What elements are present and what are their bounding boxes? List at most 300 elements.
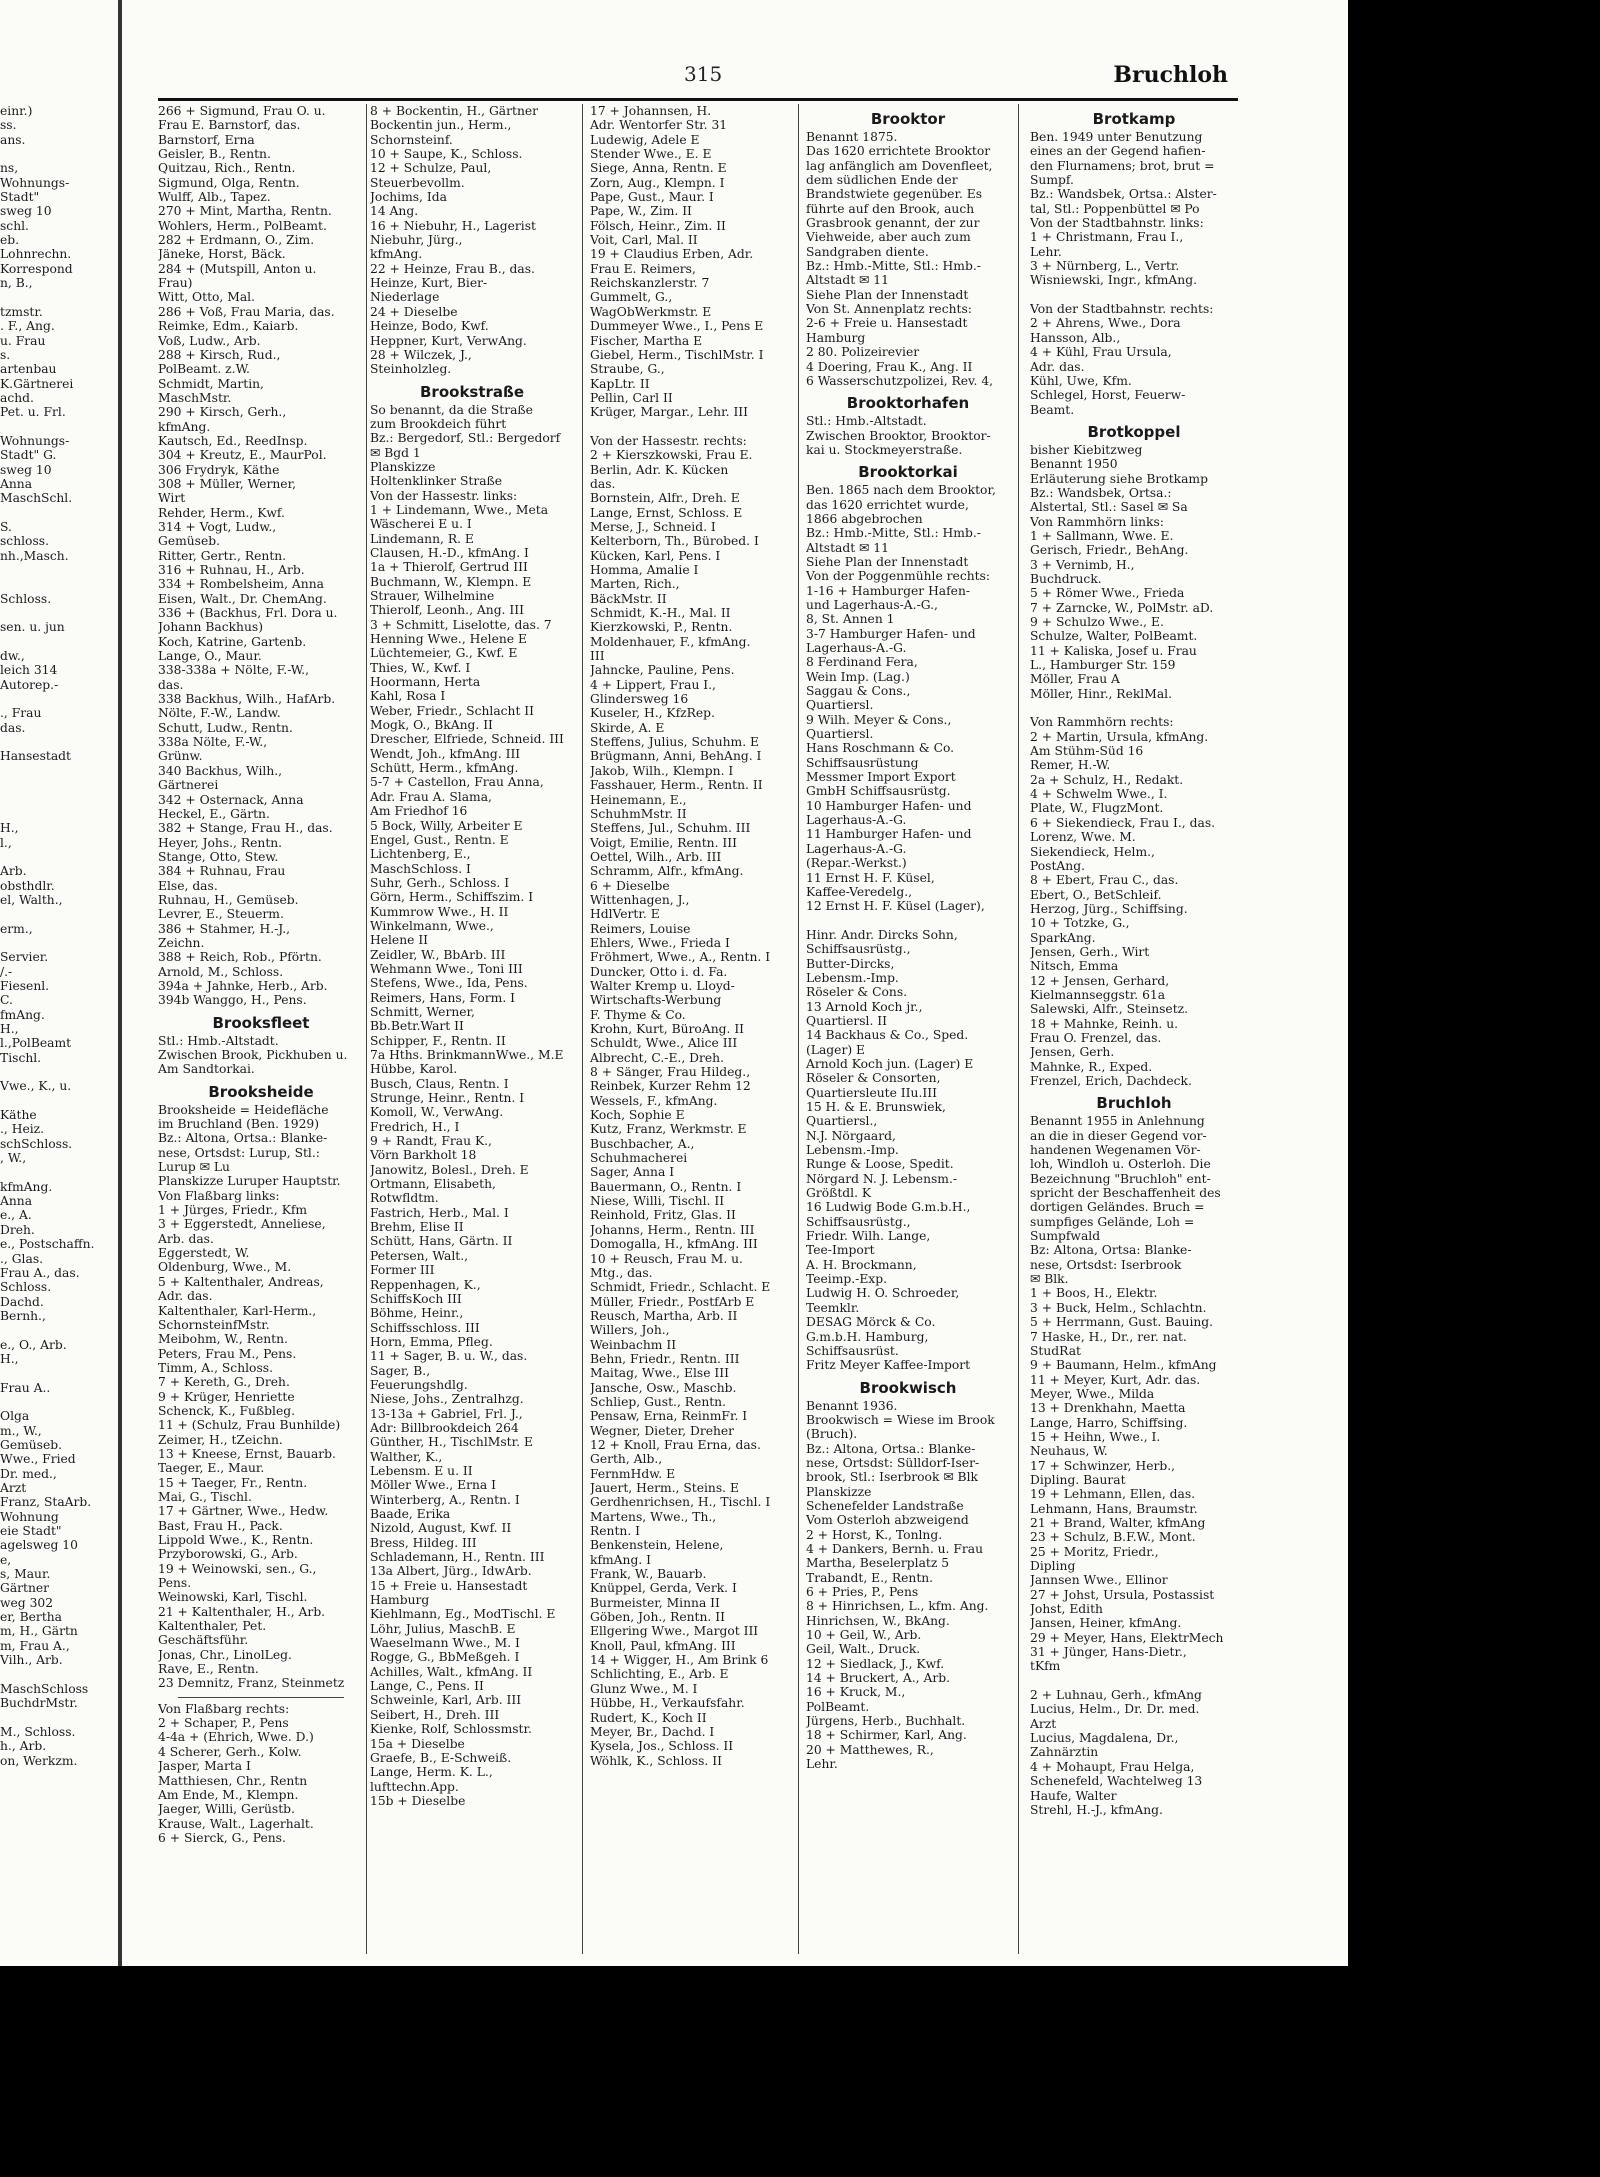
directory-entry: Benannt 1936. (806, 1398, 898, 1413)
directory-entry: Bz.: Wandsbek, Ortsa.: (1030, 485, 1172, 500)
directory-entry: Bezeichnung "Bruchloh" ent- (1030, 1171, 1211, 1186)
directory-entry: SchiffsKoch III (370, 1291, 462, 1306)
directory-entry: Quartiersl. II (806, 1013, 888, 1028)
directory-entry: Thierolf, Leonh., Ang. III (370, 603, 524, 618)
directory-entry: nese, Ortsdst: Lurup, Stl.: (158, 1145, 320, 1160)
directory-entry: Haufe, Walter (1030, 1788, 1117, 1803)
directory-entry: Strehl, H.-J., kfmAng. (1030, 1802, 1163, 1817)
street-heading: Brooktorkai (858, 463, 958, 482)
directory-entry: Salewski, Alfr., Steinsetz. (1030, 1002, 1189, 1017)
directory-entry: Grünw. (158, 749, 203, 764)
directory-entry: 2-6 + Freie u. Hansestadt (806, 316, 968, 331)
directory-entry: Frau A., das. (0, 1265, 80, 1280)
directory-entry: Dachd. (0, 1294, 44, 1309)
directory-entry: Jürgens, Herb., Buchhalt. (806, 1714, 966, 1729)
directory-entry: 10 + Saupe, K., Schloss. (370, 147, 523, 162)
directory-entry (0, 692, 112, 706)
directory-entry: 13-13a + Gabriel, Frl. J., (370, 1406, 523, 1421)
directory-entry: achd. (0, 390, 34, 405)
directory-entry: ns, (0, 161, 19, 176)
directory-entry: 308 + Müller, Werner, (158, 476, 297, 491)
directory-entry: Jäneke, Horst, Bäck. (158, 247, 286, 262)
directory-entry: 1 + Christmann, Frau I., (1030, 230, 1184, 245)
directory-entry: Johann Backhus) (158, 620, 263, 635)
column-divider (1018, 104, 1019, 1954)
directory-entry: Walter Kremp u. Lloyd- (590, 978, 735, 993)
directory-entry: Heyer, Johs., Rentn. (158, 835, 283, 850)
directory-entry: Merse, J., Schneid. I (590, 519, 716, 534)
street-heading: Brooktorhafen (846, 394, 970, 413)
directory-entry: Olga (0, 1409, 30, 1424)
directory-entry: 19 + Weinowski, sen., G., (158, 1561, 317, 1576)
directory-entry: 18 + Schirmer, Karl, Ang. (806, 1728, 967, 1743)
directory-entry: Reusch, Martha, Arb. II (590, 1308, 738, 1323)
directory-entry: Korrespond (0, 261, 73, 276)
directory-entry: (Lager) E (806, 1042, 866, 1057)
directory-entry: Rehder, Herm., Kwf. (158, 505, 285, 520)
directory-entry: Lange, O., Maur. (158, 649, 262, 664)
directory-entry: III (590, 649, 605, 664)
directory-entry: Bz: Altona, Ortsa: Blanke- (1030, 1243, 1192, 1258)
directory-entry: l., (0, 835, 12, 850)
directory-entry: Koch, Sophie E (590, 1108, 685, 1123)
directory-entry: Wwe., Fried (0, 1452, 76, 1467)
column-divider (366, 104, 367, 1954)
directory-entry: Ben. 1865 nach dem Brooktor, (806, 483, 996, 498)
directory-entry: SchornsteinfMstr. (158, 1317, 270, 1332)
directory-entry: Schmidt, Martin, (158, 376, 264, 391)
directory-entry: 5 + Römer Wwe., Frieda (1030, 586, 1185, 601)
directory-entry: Bz.: Altona, Ortsa.: Blanke- (158, 1131, 328, 1146)
directory-entry: Drescher, Elfriede, Schneid. III (370, 732, 564, 747)
directory-entry: Kiehlmann, Eg., ModTischl. E (370, 1607, 556, 1622)
directory-entry: Bz.: Hmb.-Mitte, Stl.: Hmb.- (806, 259, 981, 274)
directory-entry (1030, 1674, 1238, 1688)
directory-entry: Graefe, B., E-Schweiß. (370, 1750, 512, 1765)
directory-entry: Burmeister, Minna II (590, 1595, 720, 1610)
directory-entry: Wein Imp. (Lag.) (806, 669, 910, 684)
directory-entry: Am Friedhof 16 (370, 804, 468, 819)
directory-entry: MaschSchloss. I (370, 861, 471, 876)
directory-entry: brook, Stl.: Iserbrook ✉ Blk (806, 1470, 978, 1485)
directory-entry: den Flurnamens; brot, brut = (1030, 158, 1215, 173)
directory-entry: Arb. (0, 864, 27, 879)
directory-entry: Lohnrechn. (0, 247, 72, 262)
street-heading: Brookstraße (420, 382, 524, 401)
directory-entry: Koch, Katrine, Gartenb. (158, 634, 307, 649)
directory-entry: Lagerhaus-A.-G. (806, 641, 907, 655)
directory-entry: Lagerhaus-A.-G. (806, 813, 907, 828)
directory-entry: Krause, Walt., Lagerhalt. (158, 1816, 314, 1831)
directory-entry: Jonas, Chr., LinolLeg. (158, 1647, 292, 1662)
directory-entry: Kysela, Jos., Schloss. II (590, 1739, 734, 1754)
directory-entry: Görn, Herm., Schiffszim. I (370, 890, 534, 905)
directory-entry: BäckMstr. II (590, 591, 667, 606)
directory-entry: das. (158, 677, 184, 692)
directory-entry (1030, 701, 1238, 715)
directory-entry: Adr. Wentorfer Str. 31 (590, 118, 728, 133)
directory-entry: im Bruchland (Ben. 1929) (158, 1117, 320, 1132)
directory-entry: Dr. med., (0, 1466, 57, 1481)
directory-entry: Thies, W., Kwf. I (370, 660, 471, 675)
directory-entry: 394b Wanggo, H., Pens. (158, 993, 307, 1008)
directory-entry: Lichtenberg, E., (370, 847, 471, 862)
directory-entry: Pellin, Carl II (590, 390, 673, 405)
street-heading: Bruchloh (1096, 1094, 1172, 1113)
directory-entry: 16 Ludwig Bode G.m.b.H., (806, 1200, 971, 1215)
directory-entry: Bb.Betr.Wart II (370, 1019, 464, 1034)
directory-entry: Erläuterung siehe Brotkamp (1030, 471, 1208, 486)
directory-entry: Von Rammhörn rechts: (1030, 715, 1174, 730)
directory-entry: Tischl. (0, 1050, 42, 1065)
directory-entry: Stender Wwe., E. E (590, 147, 712, 162)
directory-entry: on, Werkzm. (0, 1753, 78, 1768)
directory-entry: Voß, Ludw., Arb. (158, 333, 261, 348)
directory-entry: Lange, C., Pens. II (370, 1679, 484, 1694)
directory-entry (0, 290, 112, 304)
directory-entry: Von Flaßbarg links: (158, 1188, 280, 1203)
directory-entry (0, 635, 112, 649)
directory-entry: dem südlichen Ende der (806, 173, 958, 188)
directory-entry: Ebert, O., BetSchleif. (1030, 887, 1162, 902)
directory-entry (0, 1366, 112, 1380)
directory-entry: ✉ Bgd 1 (370, 445, 421, 460)
directory-entry: Holtenklinker Straße (370, 474, 503, 489)
directory-entry: sen. u. jun (0, 620, 65, 635)
directory-entry: 11 + Meyer, Kurt, Adr. das. (1030, 1372, 1201, 1387)
directory-entry: 15b + Dieselbe (370, 1793, 466, 1808)
directory-entry: Möller, Hinr., ReklMal. (1030, 686, 1172, 701)
directory-entry: Martha, Beselerplatz 5 (806, 1556, 950, 1571)
directory-entry: Glunz Wwe., M. I (590, 1681, 698, 1696)
directory-entry: 338 Backhus, Wilh., HafArb. (158, 692, 336, 707)
directory-entry: n, B., (0, 276, 33, 291)
directory-entry: Lurup ✉ Lu (158, 1160, 230, 1175)
directory-entry: Teeimp.-Exp. (806, 1272, 888, 1287)
directory-entry: e., O., Arb. (0, 1337, 67, 1352)
directory-entry: 21 + Kaltenthaler, H., Arb. (158, 1604, 326, 1619)
directory-entry: Schiffsausrüstung (806, 755, 919, 770)
directory-entry: Grasbrook genannt, der zur (806, 216, 980, 231)
directory-entry (0, 764, 112, 778)
directory-entry: kfmAng. (370, 247, 423, 262)
directory-entry: Frau A.. (0, 1380, 51, 1395)
directory-entry: Eisen, Walt., Dr. ChemAng. (158, 591, 327, 606)
directory-entry: 19 + Claudius Erben, Adr. (590, 247, 754, 262)
directory-entry: F. Thyme & Co. (590, 1007, 686, 1022)
directory-entry: Gärtner (0, 1581, 50, 1596)
directory-entry: Remer, H.-W. (1030, 758, 1111, 773)
directory-entry: tKfm (1030, 1659, 1061, 1674)
directory-entry: kfmAng. (0, 1179, 53, 1194)
directory-entry: Lucius, Magdalena, Dr., (1030, 1731, 1179, 1746)
directory-entry: schSchloss. (0, 1136, 73, 1151)
directory-entry: Wehmann Wwe., Toni III (370, 961, 523, 976)
directory-entry: Homma, Amalie I (590, 563, 699, 577)
directory-entry: einr.) (0, 104, 33, 118)
directory-entry: agelsweg 10 (0, 1538, 78, 1553)
directory-entry: Trabandt, E., Rentn. (806, 1570, 934, 1585)
directory-entry: h., Arb. (0, 1739, 47, 1754)
directory-entry: Frank, W., Bauarb. (590, 1567, 707, 1582)
directory-entry: , W., (0, 1151, 27, 1166)
directory-entry: Sager, Anna I (590, 1165, 675, 1180)
directory-entry: 13 + Drenkhahn, Maetta (1030, 1401, 1186, 1416)
directory-entry: 338-338a + Nölte, F.-W., (158, 663, 309, 678)
directory-entry: Straube, G., (590, 362, 665, 377)
directory-entry: nese, Ortsdst: Iserbrook (1030, 1257, 1182, 1272)
directory-entry: Schliep, Gust., Rentn. (590, 1394, 727, 1409)
directory-entry: Siege, Anna, Rentn. E (590, 161, 727, 176)
directory-entry: 2 + Horst, K., Tonlng. (806, 1527, 943, 1542)
directory-entry: 15 + Taeger, Fr., Rentn. (158, 1475, 308, 1490)
street-heading: Brotkoppel (1087, 422, 1181, 441)
directory-entry: Beamt. (1030, 402, 1075, 417)
directory-entry: 24 + Dieselbe (370, 304, 458, 319)
directory-entry: Voit, Carl, Mal. II (590, 233, 698, 248)
directory-entry: Tee-Import (806, 1243, 875, 1258)
directory-entry: 340 Backhus, Wilh., (158, 763, 283, 778)
directory-entry: Von Rammhörn links: (1030, 514, 1164, 529)
directory-entry: 286 + Voß, Frau Maria, das. (158, 304, 335, 319)
directory-entry: Matthiesen, Chr., Rentn (158, 1773, 308, 1788)
directory-entry: Dreh. (0, 1222, 35, 1237)
directory-entry: Henning Wwe., Helene E (370, 632, 527, 647)
directory-entry: tzmstr. (0, 304, 43, 319)
directory-entry: C. (0, 993, 13, 1008)
directory-entry: Mai, G., Tischl. (158, 1489, 252, 1504)
directory-entry: Wäscherei E u. I (370, 517, 472, 532)
directory-entry: Suhr, Gerh., Schloss. I (370, 875, 510, 890)
directory-entry: Fischer, Martha E (590, 333, 703, 348)
directory-entry: 6 + Dieselbe (590, 878, 670, 893)
directory-entry: handenen Wegenamen Vör- (1030, 1143, 1201, 1158)
directory-entry: Horn, Emma, Pfleg. (370, 1334, 493, 1349)
directory-entry: 13 + Kneese, Ernst, Bauarb. (158, 1446, 336, 1461)
directory-entry: 9 + Schulzo Wwe., E. (1030, 615, 1164, 629)
directory-entry (0, 563, 112, 577)
directory-entry: 10 + Geil, W., Arb. (806, 1628, 922, 1643)
directory-entry: Wohnung (0, 1509, 59, 1524)
directory-entry: Plate, W., FlugzMont. (1030, 801, 1164, 816)
directory-entry: leich 314 (0, 663, 58, 678)
directory-entry: 342 + Osternack, Anna (158, 792, 304, 807)
directory-entry: 8 + Hinrichsen, L., kfm. Ang. (806, 1599, 989, 1614)
directory-entry: Adr. das. (158, 1289, 213, 1304)
directory-entry: 11 + (Schulz, Frau Bunhilde) (158, 1418, 341, 1433)
directory-entry: Janowitz, Bolesl., Dreh. E (370, 1162, 529, 1177)
directory-entry: Fiesenl. (0, 978, 50, 993)
directory-entry: Schiffsausrüstg., (806, 1214, 911, 1229)
directory-entry: Frau) (158, 276, 193, 291)
directory-entry: ans. (0, 132, 26, 147)
directory-entry: Meyer, Wwe., Milda (1030, 1386, 1155, 1401)
directory-entry: Bress, Hildeg. III (370, 1535, 477, 1550)
directory-entry: Krüger, Margar., Lehr. III (590, 405, 749, 420)
directory-entry: 3 + Nürnberg, L., Vertr. (1030, 259, 1180, 274)
directory-entry: Altstadt ✉ 11 (806, 273, 889, 288)
directory-entry: Glindersweg 16 (590, 692, 689, 707)
directory-entry: KapLtr. II (590, 376, 650, 391)
directory-entry: 4 + Dankers, Bernh. u. Frau (806, 1541, 984, 1556)
directory-entry: Lange, Harro, Schiffsing. (1030, 1415, 1188, 1430)
directory-entry: 4 + Kühl, Frau Ursula, (1030, 345, 1172, 360)
directory-entry: Lange, Herm. K. L., (370, 1765, 493, 1780)
directory-entry: Schuldt, Wwe., Alice III (590, 1036, 738, 1051)
directory-entry: e, (0, 1552, 12, 1567)
directory-entry: Hamburg (806, 330, 866, 345)
directory-entry: 1 + Jürges, Friedr., Kfm (158, 1203, 308, 1218)
directory-entry: Reichskanzlerstr. 7 (590, 276, 710, 291)
directory-entry: G.m.b.H. Hamburg, (806, 1329, 929, 1344)
directory-entry: Saggau & Cons., (806, 684, 911, 699)
directory-entry (0, 1711, 112, 1725)
directory-entry: Jansen, Heiner, kfmAng. (1030, 1616, 1182, 1631)
directory-entry: Heinze, Kurt, Bier- (370, 276, 488, 291)
directory-entry: Dummeyer Wwe., I., Pens E (590, 319, 764, 334)
directory-entry: 21 + Brand, Walter, kfmAng (1030, 1515, 1206, 1530)
section-divider (178, 1697, 344, 1698)
directory-entry: 288 + Kirsch, Rud., (158, 347, 281, 362)
directory-entry: Niebuhr, Jürg., (370, 233, 463, 248)
directory-entry: 14 + Wigger, H., Am Brink 6 (590, 1653, 769, 1668)
directory-entry: 9 Wilh. Meyer & Cons., (806, 712, 952, 727)
directory-entry: Planskizze (370, 459, 436, 474)
directory-entry: 2 80. Polizeirevier (806, 345, 920, 360)
directory-entry: 11 + Sager, B. u. W., das. (370, 1349, 528, 1364)
directory-entry: 7 + Zarncke, W., PolMstr. aD. (1030, 600, 1214, 615)
directory-entry: Bast, Frau H., Pack. (158, 1518, 283, 1533)
directory-entry: 12 + Siedlack, J., Kwf. (806, 1656, 945, 1671)
directory-entry: Stl.: Hmb.-Altstadt. (806, 414, 927, 429)
directory-entry: 15 + Freie u. Hansestadt (370, 1578, 528, 1593)
directory-entry: Geisler, B., Rentn. (158, 147, 271, 162)
directory-entry: Reimke, Edm., Kaiarb. (158, 319, 299, 334)
directory-entry: Benannt 1875. (806, 130, 898, 144)
directory-entry: Lange, Ernst, Schloss. E (590, 505, 743, 520)
directory-entry: 316 + Ruhnau, H., Arb. (158, 563, 305, 577)
directory-entry: 14 Ang. (370, 204, 419, 219)
directory-entry: 384 + Ruhnau, Frau (158, 864, 286, 879)
directory-entry: 338a Nölte, F.-W., (158, 735, 268, 750)
directory-entry: Am Stühm-Süd 16 (1030, 744, 1144, 759)
directory-entry: Lüchtemeier, G., Kwf. E (370, 646, 518, 661)
directory-entry: Oldenburg, Wwe., M. (158, 1260, 292, 1275)
directory-entry: MaschSchloss (0, 1681, 89, 1696)
directory-entry: 290 + Kirsch, Gerh., (158, 405, 287, 420)
directory-entry: 6 + Pries, P., Pens (806, 1585, 919, 1599)
directory-entry: Schütt, Hans, Gärtn. II (370, 1234, 513, 1249)
directory-entry: Viehweide, aber auch zum (806, 230, 971, 245)
directory-entry: Komoll, W., VerwAng. (370, 1105, 504, 1120)
directory-entry: dw., (0, 649, 25, 664)
directory-entry: Wöhlk, K., Schloss. II (590, 1753, 722, 1768)
directory-entry: Adr. Frau A. Slama, (370, 789, 492, 804)
directory-entry: 14 + Bruckert, A., Arb. (806, 1671, 951, 1686)
directory-entry: 12 + Jensen, Gerhard, (1030, 973, 1170, 988)
directory-entry: Frau E. Reimers, (590, 261, 696, 276)
directory-entry: Ludewig, Adele E (590, 132, 700, 147)
directory-entry: Gärtnerei (158, 778, 219, 793)
directory-entry: Knüppel, Gerda, Verk. I (590, 1581, 737, 1596)
directory-entry: PostAng. (1030, 858, 1086, 873)
directory-entry: 6 + Sierck, G., Pens. (158, 1830, 286, 1845)
directory-entry: Schornsteinf. (370, 132, 453, 147)
directory-entry: sweg 10 (0, 204, 52, 219)
directory-entry: 23 Demnitz, Franz, Steinmetz (158, 1676, 345, 1691)
directory-entry: ., Heiz. (0, 1122, 45, 1137)
directory-entry: das. (0, 720, 26, 735)
directory-entry: Quitzau, Rich., Rentn. (158, 161, 296, 176)
directory-entry: Meibohm, W., Rentn. (158, 1332, 288, 1347)
directory-entry: Petersen, Walt., (370, 1248, 469, 1263)
directory-entry: schl. (0, 218, 29, 233)
directory-entry: 5 + Herrmann, Gust. Bauing. (1030, 1315, 1214, 1330)
directory-entry: Arzt (0, 1481, 27, 1495)
directory-entry: e., A. (0, 1208, 32, 1223)
directory-entry: Weinowski, Karl, Tischl. (158, 1590, 308, 1605)
directory-entry: führte auf den Brook, auch (806, 201, 975, 216)
directory-entry: Kierzkowski, P., Rentn. (590, 620, 733, 635)
directory-entry: Kummrow Wwe., H. II (370, 904, 509, 919)
directory-entry: 6 Wasserschutzpolizei, Rev. 4, (806, 373, 994, 388)
directory-entry: Größtdl. K (806, 1186, 872, 1201)
directory-entry: Arb. das. (158, 1231, 214, 1246)
directory-entry: Wirtschafts-Werbung (590, 993, 722, 1008)
directory-entry: Jochims, Ida (370, 190, 447, 205)
directory-entry: 4 Doering, Frau K., Ang. II (806, 359, 973, 374)
directory-entry: Bz.: Wandsbek, Ortsa.: Alster- (1030, 187, 1217, 202)
directory-entry: Zeidler, W., BbArb. III (370, 947, 506, 962)
directory-entry: Quartiersl. (806, 727, 874, 742)
directory-entry: Arnold Koch jun. (Lager) E (806, 1056, 974, 1071)
directory-entry (0, 807, 112, 821)
directory-entry: Engel, Gust., Rentn. E (370, 832, 509, 847)
directory-entry: Butter-Dircks, (806, 956, 895, 971)
directory-entry: 12 + Knoll, Frau Erna, das. (590, 1437, 761, 1452)
directory-entry: Fröhmert, Wwe., A., Rentn. I (590, 950, 771, 965)
directory-entry: Wegner, Dieter, Dreher (590, 1423, 735, 1438)
directory-entry: Kelterborn, Th., Bürobed. I (590, 534, 759, 549)
directory-entry: Arzt (1030, 1716, 1057, 1731)
directory-entry: Bz.: Altona, Ortsa.: Blanke- (806, 1441, 976, 1456)
directory-entry: 388 + Reich, Rob., Pförtn. (158, 950, 322, 965)
directory-entry: 16 + Kruck, M., (806, 1685, 906, 1700)
directory-entry: Schipper, F., Rentn. II (370, 1033, 506, 1048)
directory-entry: Behn, Friedr., Rentn. III (590, 1351, 740, 1366)
directory-entry (1030, 288, 1238, 302)
directory-entry: Hoormann, Herta (370, 675, 481, 690)
directory-entry: Schuhmacherei (590, 1151, 688, 1166)
directory-entry: Wulff, Alb., Tapez. (158, 190, 271, 205)
directory-entry: Heinemann, E., (590, 792, 687, 807)
directory-entry: Brügmann, Anni, BehAng. I (590, 749, 762, 764)
directory-entry (0, 735, 112, 749)
directory-entry: Waeselmann Wwe., M. I (370, 1636, 520, 1651)
directory-entry: Wittenhagen, J., (590, 892, 690, 907)
directory-entry: Bernh., (0, 1308, 46, 1323)
directory-entry: Brookwisch = Wiese im Brook (806, 1412, 995, 1427)
directory-entry: Dipling (1030, 1559, 1076, 1573)
directory-entry (0, 1065, 112, 1079)
directory-entry: Fredrich, H., I (370, 1119, 460, 1134)
directory-entry (0, 907, 112, 921)
directory-entry: Johst, Edith (1030, 1602, 1103, 1617)
directory-entry: Gemüseb. (158, 534, 221, 549)
directory-entry: Reimers, Louise (590, 921, 691, 936)
directory-entry: 1 + Sallmann, Wwe. E. (1030, 528, 1174, 543)
directory-entry: Wessels, F., kfmAng. (590, 1093, 718, 1108)
